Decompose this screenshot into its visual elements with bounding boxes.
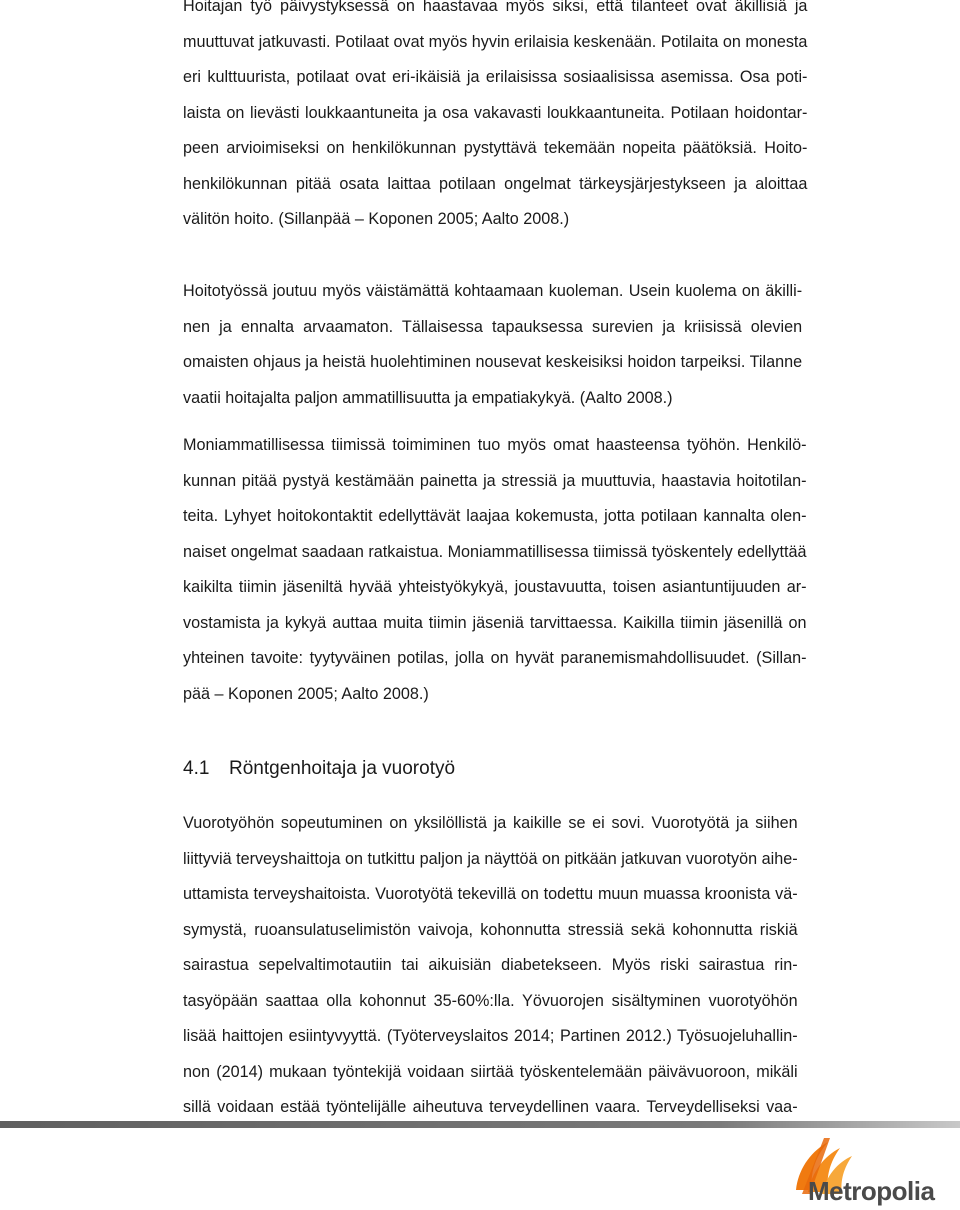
text-line: omaisten ohjaus ja heistä huolehtiminen nousevat keskeisiksi hoidon tarpeiksi. Tilanne [183,353,803,371]
text-line: Hoitotyössä joutuu myös väistämättä kohtaamaan kuoleman. Usein kuolema on äkilli- [183,282,803,300]
text-line: kaikilta tiimin jäseniltä hyvää yhteistyökykyä, joustavuutta, toisen asiantuntijuuden ar- [183,578,807,596]
paragraph-2 [183,274,802,416]
text-line: Moniammatillisessa tiimissä toimiminen tuo myös omat haasteensa työhön. Henkilö- [183,436,807,454]
text-line: naiset ongelmat saadaan ratkaistua. Moniammatillisessa tiimissä työskentely edellyttää [183,542,807,561]
metropolia-logo-text: Metropolia [808,1176,935,1206]
text-line: vaatii hoitajalta paljon ammatillisuutta ja empatiakykyä. (Aalto 2008.) [183,388,673,407]
paragraph-4 [183,806,798,1126]
paragraph-3 [183,428,807,712]
text-line: sillä voidaan estää työntelijälle aiheutuva terveydellinen vaara. Terveydelliseksi vaa- [183,1098,798,1116]
text-line: lisää haittojen esiintyvyyttä. (Työterveyslaitos 2014; Partinen 2012.) Työsuojeluhallin- [183,1027,798,1045]
section-title: Röntgenhoitaja ja vuorotyö [229,758,456,779]
text-line: kunnan pitää pystyä kestämään painetta ja stressiä ja muuttuvia, haastavia hoitotilan- [183,471,807,490]
section-heading [183,758,455,780]
section-number: 4.1 [183,758,210,779]
text-line: yhteinen tavoite: tyytyväinen potilas, jolla on hyvät paranemismahdollisuudet. (Sillan- [183,649,807,667]
text-line: henkilökunnan pitää osata laittaa potilaan ongelmat tärkeysjärjestykseen ja aloittaa [183,174,808,193]
text-line: välitön hoito. (Sillanpää – Koponen 2005; Aalto 2008.) [183,210,570,228]
text-line: liittyviä terveyshaittoja on tutkittu paljon ja näyttöä on pitkään jatkuvan vuorotyön aihe- [183,849,798,868]
text-line: sairastua sepelvaltimotautiin tai aikuisiän diabetekseen. Myös riski sairastua rin- [183,956,798,974]
text-line: Vuorotyöhön sopeutuminen on yksilöllistä ja kaikille se ei sovi. Vuorotyötä ja siihen [183,814,798,832]
text-line: tasyöpään saattaa olla kohonnut 35-60%:lla. Yövuorojen sisältyminen vuorotyöhön [183,991,798,1010]
footer-divider [0,1120,960,1130]
text-line: symystä, ruoansulatuselimistön vaivoja, kohonnutta stressiä sekä kohonnutta riskiä [183,920,798,939]
text-line: pää – Koponen 2005; Aalto 2008.) [183,684,429,703]
text-line: teita. Lyhyet hoitokontaktit edellyttävät laajaa kokemusta, jotta potilaan kannalta olen- [183,507,807,525]
text-line: non (2014) mukaan työntekijä voidaan siirtää työskentelemään päivävuoroon, mikäli [183,1062,798,1081]
text-line: laista on lievästi loukkaantuneita ja osa vakavasti loukkaantuneita. Potilaan hoidontar- [183,103,808,122]
text-line: eri kulttuurista, potilaat ovat eri-ikäisiä ja erilaisissa sosiaalisissa asemissa. Osa poti- [183,68,808,86]
text-line: peen arvioimiseksi on henkilökunnan pystyttävä tekemään nopeita päätöksiä. Hoito- [183,139,808,157]
text-line: Hoitajan työ päivystyksessä on haastavaa myös siksi, että tilanteet ovat äkillisiä ja [183,0,808,15]
text-line: nen ja ennalta arvaamaton. Tällaisessa tapauksessa surevien ja kriisissä olevien [183,317,803,336]
text-line: muuttuvat jatkuvasti. Potilaat ovat myös hyvin erilaisia keskenään. Potilaita on monesta [183,32,808,51]
text-line: uttamista terveyshaitoista. Vuorotyötä tekevillä on todettu muun muassa kroonista vä- [183,885,798,903]
text-line: vostamista ja kykyä auttaa muita tiimin jäseniä tarvittaessa. Kaikilla tiimin jäsenillä on [183,613,807,632]
paragraph-1 [183,0,807,238]
